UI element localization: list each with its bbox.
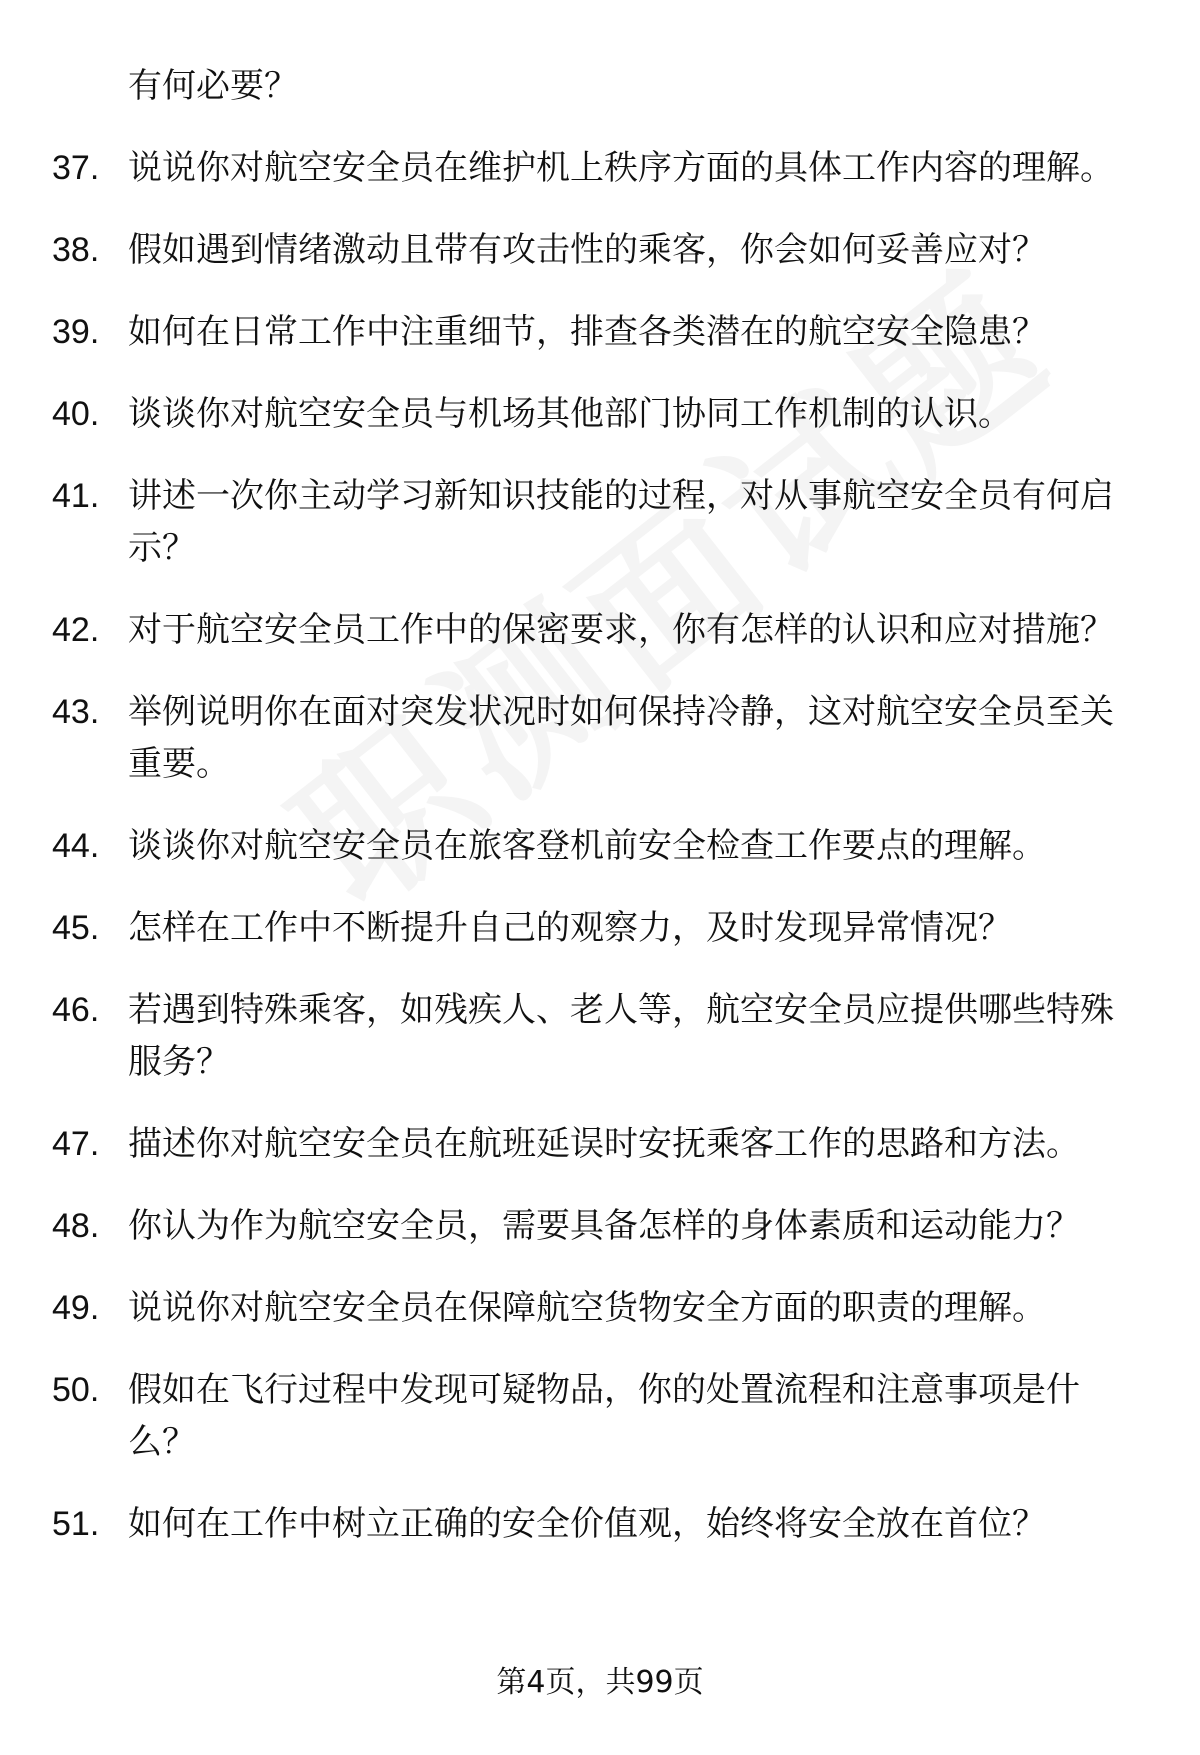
question-number: 49. — [52, 1289, 100, 1327]
page-footer: 第4页，共99页 — [496, 1665, 704, 1700]
question-number: 39. — [52, 313, 100, 351]
question-text: 对于航空安全员工作中的保密要求，你有怎样的认识和应对措施？ — [128, 610, 1114, 650]
question-number: 46. — [52, 991, 100, 1029]
question-number: 43. — [52, 693, 100, 731]
question-text: 描述你对航空安全员在航班延误时安抚乘客工作的思路和方法。 — [128, 1124, 1080, 1164]
question-item — [0, 306, 1200, 358]
question-text: 说说你对航空安全员在维护机上秩序方面的具体工作内容的理解。 — [128, 148, 1114, 188]
question-number: 51. — [52, 1505, 100, 1543]
question-item — [0, 470, 1200, 574]
continued-text: 有何必要？ — [128, 66, 298, 106]
question-number: 41. — [52, 477, 100, 515]
question-item — [0, 820, 1200, 872]
question-number: 45. — [52, 909, 100, 947]
question-item — [0, 224, 1200, 276]
question-item — [0, 1118, 1200, 1170]
question-text: 说说你对航空安全员在保障航空货物安全方面的职责的理解。 — [128, 1288, 1046, 1328]
question-item — [0, 1282, 1200, 1334]
question-text: 谈谈你对航空安全员与机场其他部门协同工作机制的认识。 — [128, 394, 1012, 434]
question-text: 若遇到特殊乘客，如残疾人、老人等，航空安全员应提供哪些特殊服务？ — [128, 990, 1114, 1082]
question-item — [0, 984, 1200, 1088]
question-number: 38. — [52, 231, 100, 269]
question-text: 假如在飞行过程中发现可疑物品，你的处置流程和注意事项是什么？ — [128, 1370, 1080, 1462]
question-number: 40. — [52, 395, 100, 433]
question-text: 举例说明你在面对突发状况时如何保持冷静，这对航空安全员至关重要。 — [128, 692, 1114, 784]
question-number: 50. — [52, 1371, 100, 1409]
question-item — [0, 686, 1200, 790]
question-text: 如何在工作中树立正确的安全价值观，始终将安全放在首位？ — [128, 1504, 1046, 1544]
question-text: 假如遇到情绪激动且带有攻击性的乘客，你会如何妥善应对？ — [128, 230, 1046, 270]
question-item — [0, 604, 1200, 656]
question-list — [0, 60, 1200, 1580]
question-text: 如何在日常工作中注重细节，排查各类潜在的航空安全隐患？ — [128, 312, 1046, 352]
question-text: 怎样在工作中不断提升自己的观察力，及时发现异常情况？ — [128, 908, 1012, 948]
question-text: 你认为作为航空安全员，需要具备怎样的身体素质和运动能力？ — [128, 1206, 1080, 1246]
question-item — [0, 1498, 1200, 1550]
question-number: 47. — [52, 1125, 100, 1163]
question-number: 48. — [52, 1207, 100, 1245]
question-item — [0, 902, 1200, 954]
question-text: 讲述一次你主动学习新知识技能的过程，对从事航空安全员有何启示？ — [128, 476, 1114, 568]
question-number: 37. — [52, 149, 100, 187]
question-item — [0, 142, 1200, 194]
question-item — [0, 1364, 1200, 1468]
question-item — [0, 1200, 1200, 1252]
question-item — [0, 388, 1200, 440]
question-number: 44. — [52, 827, 100, 865]
question-number: 42. — [52, 611, 100, 649]
question-text: 谈谈你对航空安全员在旅客登机前安全检查工作要点的理解。 — [128, 826, 1046, 866]
